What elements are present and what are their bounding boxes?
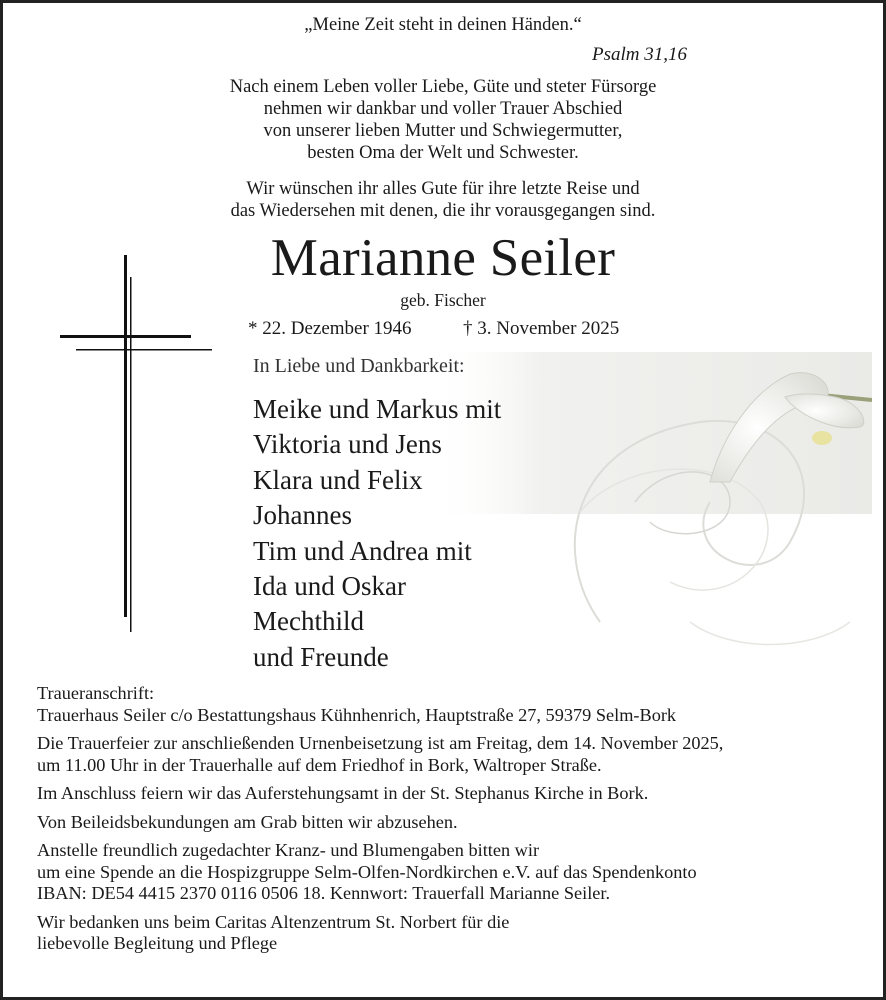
thanks-block: [37, 912, 723, 955]
mourner-line: und Freunde: [253, 641, 389, 672]
mourners-list: [253, 392, 501, 675]
address-text: Trauerhaus Seiler c/o Bestattungshaus Kühnhenrich, Hauptstraße 27, 59379 Selm-Bork: [37, 704, 677, 725]
farewell-line: das Wiedersehen mit denen, die ihr vorausgegangen sind.: [230, 201, 656, 221]
death-date: † 3. November 2025: [463, 318, 620, 339]
tribute-line: nehmen wir dankbar und voller Trauer Abschied: [263, 99, 623, 119]
mourner-line: Tim und Andrea mit: [253, 535, 472, 566]
birth-date: * 22. Dezember 1946: [248, 318, 412, 339]
mourner-line: Mechthild: [253, 606, 364, 637]
maiden-name: geb. Fischer: [400, 290, 486, 310]
thanks-line: Wir bedanken uns beim Caritas Altenzentrum St. Norbert für die: [37, 911, 510, 932]
farewell-line: Wir wünschen ihr alles Gute für ihre letzte Reise und: [246, 179, 640, 199]
cross-icon: [58, 255, 218, 635]
condolences-block: [37, 812, 723, 834]
thanks-line: liebevolle Begleitung und Pflege: [37, 933, 278, 953]
ceremony-block: [37, 733, 723, 776]
mourner-line: Viktoria und Jens: [253, 429, 442, 460]
donation-block: [37, 840, 723, 905]
mass-block: [37, 783, 723, 805]
ceremony-line: um 11.00 Uhr in der Trauerhalle auf dem Friedhof in Bork, Waltroper Straße.: [37, 754, 602, 775]
condolences-text: Von Beileidsbekundungen am Grab bitten wir abzusehen.: [37, 811, 458, 832]
donation-line: um eine Spende an die Hospizgruppe Selm-Olfen-Nordkirchen e.V. auf das Spendenkonto: [37, 861, 697, 882]
mourner-line: Klara und Felix: [253, 464, 423, 495]
ceremony-line: Die Trauerfeier zur anschließenden Urnenbeisetzung ist am Freitag, dem 14. November 2025,: [37, 733, 724, 753]
donation-line: Anstelle freundlich zugedachter Kranz- und Blumengaben bitten wir: [37, 840, 540, 860]
mass-text: Im Anschluss feiern wir das Auferstehungsamt in der St. Stephanus Kirche in Bork.: [37, 783, 649, 803]
mourners-intro: In Liebe und Dankbarkeit:: [253, 355, 465, 377]
address-label: Traueranschrift:: [37, 683, 155, 703]
tribute-line: Nach einem Leben voller Liebe, Güte und steter Fürsorge: [229, 77, 657, 97]
tribute-paragraph: [0, 76, 886, 164]
info-section: [37, 683, 723, 962]
farewell-paragraph: [0, 178, 886, 222]
verse-quote: „Meine Zeit steht in deinen Händen.“: [304, 15, 582, 35]
address-block: [37, 683, 723, 726]
donation-line: IBAN: DE54 4415 2370 0116 0506 18. Kennwort: Trauerfall Marianne Seiler.: [37, 883, 611, 903]
mourner-line: Johannes: [253, 500, 352, 531]
verse-source: Psalm 31,16: [592, 44, 687, 65]
mourner-line: Meike und Markus mit: [253, 394, 502, 424]
tribute-line: besten Oma der Welt und Schwester.: [307, 143, 579, 163]
mourner-line: Ida und Oskar: [253, 571, 406, 602]
deceased-name: Marianne Seiler: [270, 229, 616, 287]
tribute-line: von unserer lieben Mutter und Schwiegermutter,: [263, 121, 623, 141]
